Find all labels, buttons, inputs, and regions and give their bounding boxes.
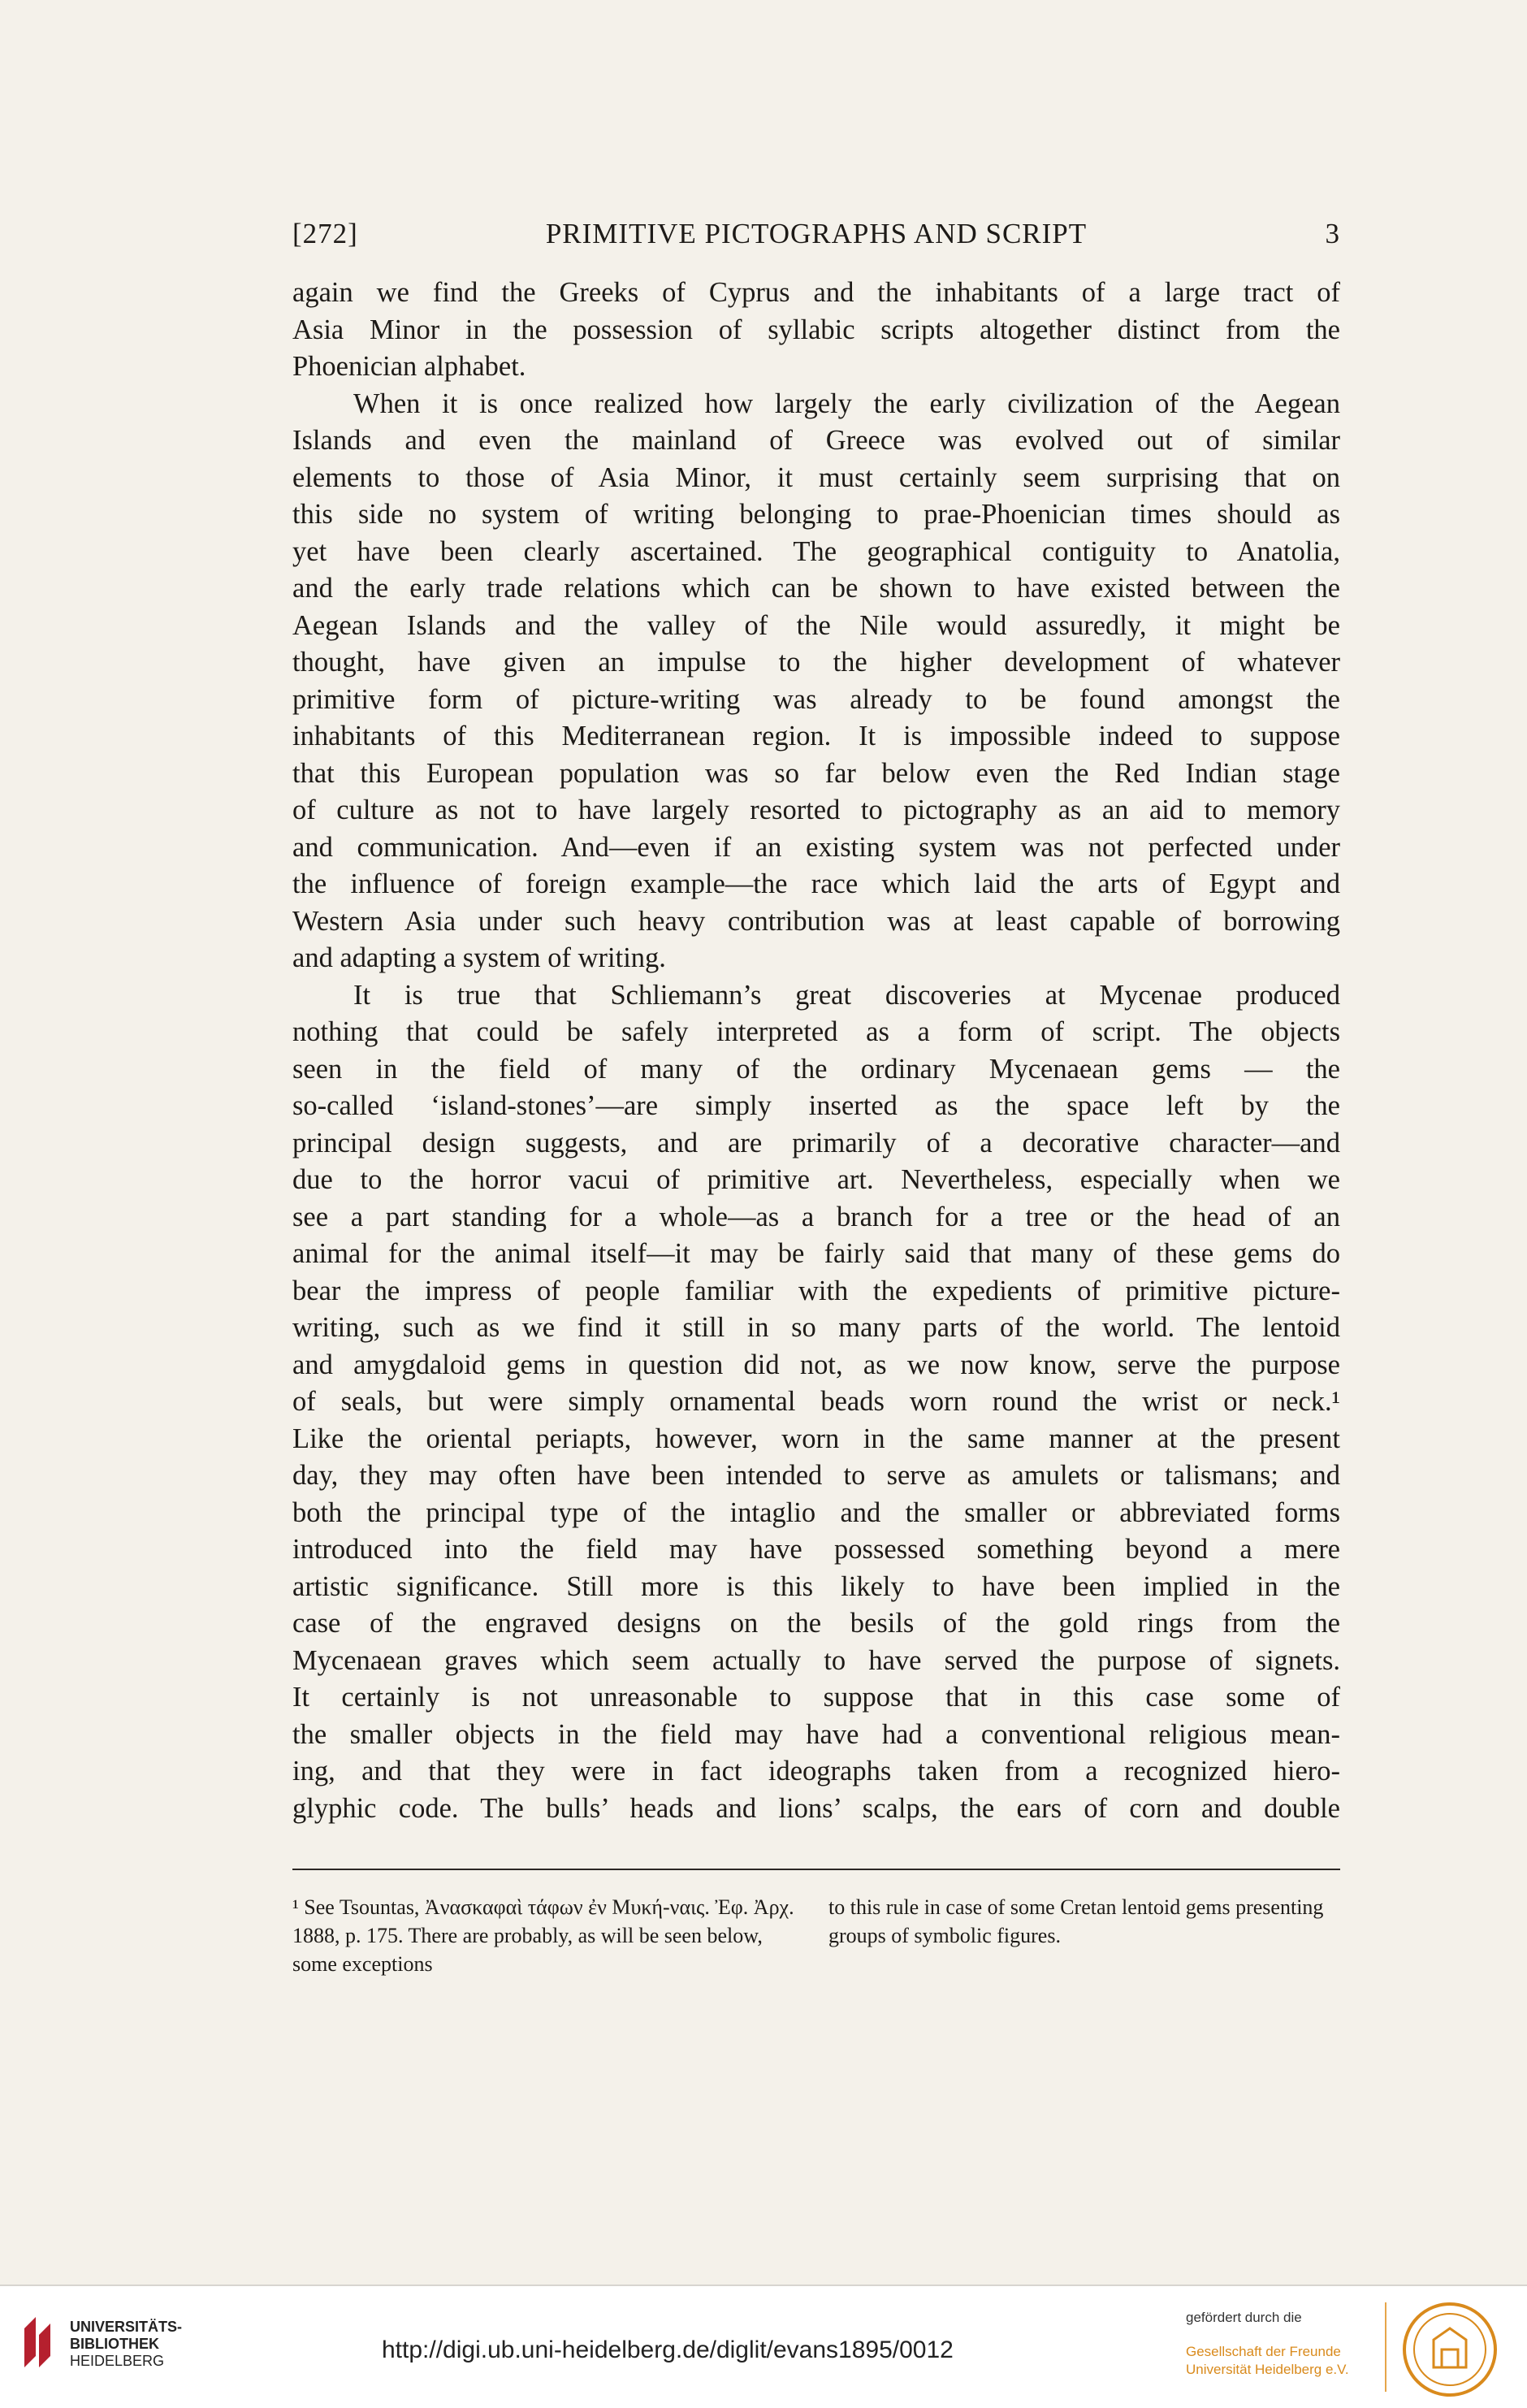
body-line: again we find the Greeks of Cyprus and the inhabitants of a large tract of [292, 277, 1340, 308]
body-line: It certainly is not unreasonable to suppose that in this case some of [292, 1682, 1340, 1713]
body-line: and communication. And—even if an existing system was not perfected under [292, 831, 1340, 863]
university-seal-icon [1401, 2301, 1499, 2398]
body-line: Asia Minor in the possession of syllabic scripts altogether distinct from the [292, 314, 1340, 345]
footnote-rule [292, 1869, 1340, 1870]
body-line: inhabitants of this Mediterranean region. It is impossible indeed to suppose [292, 721, 1340, 751]
body-line: the smaller objects in the field may have had a conventional religious mean- [292, 1718, 1340, 1750]
body-line: so-called ‘island-stones’—are simply inserted as the space left by the [292, 1090, 1340, 1121]
sponsor-name-line2: Universität Heidelberg e.V. [1186, 2362, 1349, 2377]
body-line: When it is once realized how largely the early civilization of the Aegean [353, 388, 1340, 419]
page-number: 3 [1325, 218, 1340, 249]
body-line: Mycenaean graves which seem actually to have served the purpose of signets. [292, 1644, 1340, 1676]
body-line: see a part standing for a whole—as a branch for a tree or the head of an [292, 1201, 1340, 1232]
body-line: of seals, but were simply ornamental beads worn round the wrist or neck.¹ [292, 1386, 1340, 1417]
library-name [70, 2319, 182, 2370]
library-logo-icon [18, 2311, 58, 2376]
body-line: and the early trade relations which can be shown to have existed between the [292, 573, 1340, 604]
permalink-url[interactable]: http://digi.ub.uni-heidelberg.de/diglit/evans1895/0012 [382, 2337, 954, 2363]
body-line: thought, have given an impulse to the higher development of whatever [292, 647, 1340, 678]
sponsor-divider [1385, 2302, 1386, 2392]
digitization-footer [0, 2285, 1527, 2408]
body-line: day, they may often have been intended to serve as amulets or talismans; and [292, 1460, 1340, 1491]
body-line: seen in the field of many of the ordinary Mycenaean gems — the [292, 1053, 1340, 1085]
sponsor-block [1186, 2309, 1381, 2379]
body-line: It is true that Schliemann’s great discoveries at Mycenae produced [353, 979, 1340, 1011]
body-line: primitive form of picture-writing was already to be found amongst the [292, 683, 1340, 715]
body-line: nothing that could be safely interpreted as a form of script. The objects [292, 1016, 1340, 1047]
body-line: the influence of foreign example—the race which laid the arts of Egypt and [292, 868, 1340, 899]
body-line: and adapting a system of writing. [292, 942, 666, 973]
body-line: yet have been clearly ascertained. The geographical contiguity to Anatolia, [292, 535, 1340, 567]
footnote-left-column: ¹ See Tsountas, Ἀνασκαφαὶ τάφων ἐν Μυκή-ναις. Ἐφ. Ἀρχ. 1888, p. 175. There are probably, as will be seen below, some exceptions [292, 1895, 794, 1976]
body-line: Phoenician alphabet. [292, 351, 526, 382]
body-line: Aegean Islands and the valley of the Nile would assuredly, it might be [292, 609, 1340, 641]
body-line: both the principal type of the intaglio and the smaller or abbreviated forms [292, 1496, 1340, 1528]
body-line: that this European population was so far below even the Red Indian stage [292, 757, 1340, 789]
body-line: and amygdaloid gems in question did not, as we now know, serve the purpose [292, 1349, 1340, 1380]
running-header [292, 218, 1340, 258]
body-line: principal design suggests, and are primarily of a decorative character—and [292, 1127, 1340, 1159]
body-line: animal for the animal itself—it may be fairly said that many of these gems do [292, 1238, 1340, 1269]
body-line: writing, such as we find it still in so many parts of the world. The lentoid [292, 1312, 1340, 1343]
running-title: PRIMITIVE PICTOGRAPHS AND SCRIPT [545, 218, 1088, 249]
body-line: Islands and even the mainland of Greece was evolved out of similar [292, 425, 1340, 456]
body-line: ing, and that they were in fact ideographs taken from a recognized hiero- [292, 1756, 1340, 1787]
body-line: introduced into the field may have possessed something beyond a mere [292, 1534, 1340, 1565]
body-line: Western Asia under such heavy contribution was at least capable of borrowing [292, 905, 1340, 937]
sponsor-label: gefördert durch die [1186, 2310, 1302, 2325]
library-name-line1: UNIVERSITÄTS- [70, 2319, 183, 2335]
body-line: artistic significance. Still more is this likely to have been implied in the [292, 1570, 1340, 1602]
body-line: case of the engraved designs on the besils of the gold rings from the [292, 1608, 1340, 1639]
body-line: due to the horror vacui of primitive art. Nevertheless, especially when we [292, 1164, 1340, 1195]
body-line: bear the impress of people familiar with the expedients of primitive picture- [292, 1275, 1340, 1306]
body-line: Like the oriental periapts, however, worn in the same manner at the present [292, 1423, 1340, 1454]
body-text [292, 275, 1340, 1827]
body-line: glyphic code. The bulls’ heads and lions’ scalps, the ears of corn and double [292, 1792, 1340, 1824]
library-name-line2: BIBLIOTHEK [70, 2336, 159, 2352]
library-name-line3: HEIDELBERG [70, 2353, 165, 2369]
body-line: of culture as not to have largely resorted to pictography as an aid to memory [292, 795, 1340, 825]
body-line: elements to those of Asia Minor, it must certainly seem surprising that on [292, 461, 1340, 493]
body-line: this side no system of writing belonging to prae-Phoenician times should as [292, 499, 1340, 530]
page-reference: [272] [292, 218, 358, 249]
sponsor-name-line1: Gesellschaft der Freunde [1186, 2344, 1341, 2359]
footnote-right-column: to this rule in case of some Cretan lentoid gems presenting groups of symbolic figures. [828, 1895, 1324, 1947]
